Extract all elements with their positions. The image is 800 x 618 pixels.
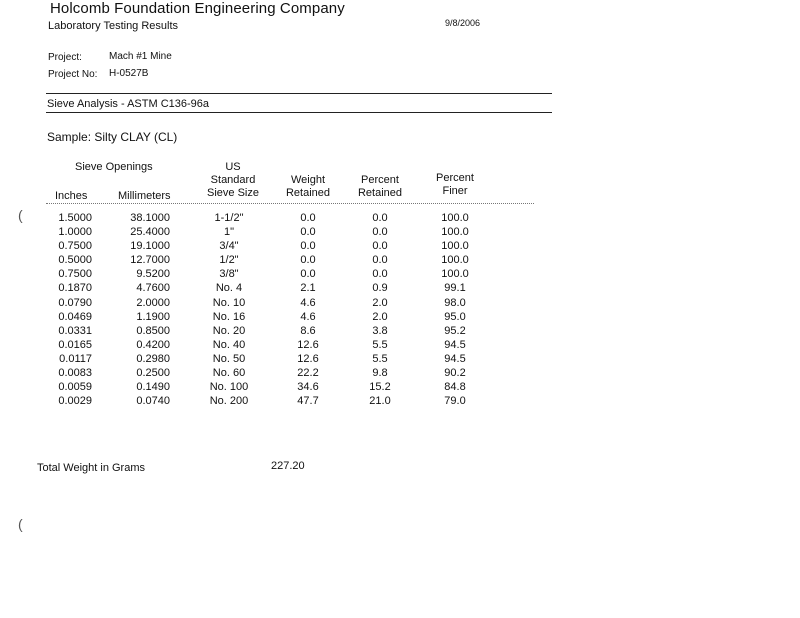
sieve-size-cell: No. 40 <box>212 338 246 351</box>
percent-retained-cell: 0.0 <box>372 212 388 224</box>
percent-retained-header <box>353 174 407 200</box>
inches-cell: 0.0059 <box>58 381 92 394</box>
weight-retained-cell: 0.0 <box>300 212 316 224</box>
percent-retained-cell: 2.0 <box>372 296 388 309</box>
table-row <box>0 282 800 296</box>
table-row <box>0 226 800 240</box>
total-weight-label: Total Weight in Grams <box>37 462 146 474</box>
sieve-size-cell: No. 20 <box>212 324 246 337</box>
us-sieve-header <box>200 161 266 200</box>
project-number-value: H-0527B <box>109 68 149 79</box>
table-row <box>0 395 800 409</box>
millimeters-cell: 0.0740 <box>136 395 170 408</box>
millimeters-cell: 0.4200 <box>136 338 170 351</box>
inches-cell: 0.0790 <box>58 296 92 309</box>
report-date: 9/8/2006 <box>445 18 481 28</box>
percent-finer-cell: 100.0 <box>441 268 469 281</box>
inches-cell: 0.7500 <box>58 240 92 253</box>
millimeters-header: Millimeters <box>118 190 171 202</box>
inches-cell: 0.0083 <box>58 367 92 380</box>
weight-header-line1: Weight <box>290 174 326 186</box>
inches-cell: 0.0331 <box>58 324 92 337</box>
table-row <box>0 240 800 254</box>
percent-retained-cell: 21.0 <box>369 395 391 408</box>
sieve-size-cell: No. 4 <box>215 282 243 295</box>
percent-retained-cell: 5.5 <box>372 352 388 365</box>
inches-cell: 0.5000 <box>58 254 92 267</box>
sieve-size-cell: No. 16 <box>212 310 246 323</box>
percent-finer-cell: 100.0 <box>441 226 469 239</box>
percent-finer-cell: 90.2 <box>444 367 466 380</box>
table-row <box>0 311 800 325</box>
percent-finer-cell: 94.5 <box>444 352 466 365</box>
millimeters-cell: 0.2500 <box>136 367 170 380</box>
millimeters-cell: 4.7600 <box>136 282 170 295</box>
percent-retained-cell: 0.0 <box>372 240 388 253</box>
percent-retained-cell: 0.0 <box>372 226 388 239</box>
inches-cell: 0.0165 <box>58 338 92 351</box>
company-name: Holcomb Foundation Engineering Company <box>50 0 345 17</box>
sieve-size-cell: No. 60 <box>212 367 246 380</box>
sieve-size-cell: 1/2" <box>219 254 239 267</box>
percent-retained-cell: 2.0 <box>372 310 388 323</box>
inches-cell: 0.1870 <box>58 282 92 295</box>
millimeters-cell: 38.1000 <box>130 212 170 224</box>
inches-cell: 0.7500 <box>58 268 92 281</box>
percent-finer-cell: 99.1 <box>444 282 466 295</box>
percent-retained-cell: 15.2 <box>369 381 391 394</box>
table-row <box>0 325 800 339</box>
binder-hole-mark-top: ( <box>18 207 23 223</box>
weight-retained-cell: 8.6 <box>300 324 316 337</box>
percent-finer-header-line2: Finer <box>442 185 468 197</box>
percent-finer-cell: 95.2 <box>444 324 466 337</box>
millimeters-cell: 1.1900 <box>136 310 170 323</box>
table-row <box>0 297 800 311</box>
sieve-size-cell: 3/8" <box>219 268 239 281</box>
weight-retained-cell: 34.6 <box>297 381 319 394</box>
inches-header: Inches <box>55 190 88 202</box>
weight-retained-cell: 4.6 <box>300 296 316 309</box>
binder-hole-mark-bottom: ( <box>18 516 23 532</box>
table-row <box>0 367 800 381</box>
percent-retained-header-line2: Retained <box>357 187 403 199</box>
percent-finer-cell: 94.5 <box>444 338 466 351</box>
percent-finer-cell: 98.0 <box>444 296 466 309</box>
percent-finer-header-line1: Percent <box>436 172 474 184</box>
weight-retained-cell: 4.6 <box>300 310 316 323</box>
report-subtitle: Laboratory Testing Results <box>48 20 179 32</box>
percent-finer-cell: 100.0 <box>441 254 469 267</box>
sample-line <box>47 130 177 144</box>
percent-finer-cell: 95.0 <box>444 310 466 323</box>
project-label: Project: <box>48 52 82 63</box>
inches-cell: 0.0469 <box>58 310 92 323</box>
percent-retained-cell: 0.0 <box>372 268 388 281</box>
millimeters-cell: 0.2980 <box>136 352 170 365</box>
project-value: Mach #1 Mine <box>109 51 172 62</box>
section-rule-bottom <box>46 112 552 113</box>
table-row <box>0 381 800 395</box>
table-row <box>0 353 800 367</box>
percent-finer-header <box>428 172 482 198</box>
section-rule-top <box>46 93 552 94</box>
weight-retained-cell: 0.0 <box>300 268 316 281</box>
millimeters-cell: 12.7000 <box>130 254 170 267</box>
sieve-size-cell: 1-1/2" <box>214 212 244 224</box>
inches-cell: 0.0029 <box>58 395 92 408</box>
weight-retained-cell: 22.2 <box>297 367 319 380</box>
millimeters-cell: 9.5200 <box>136 268 170 281</box>
percent-finer-cell: 79.0 <box>444 395 466 408</box>
weight-retained-cell: 12.6 <box>297 352 319 365</box>
sieve-size-cell: No. 10 <box>212 296 246 309</box>
inches-cell: 1.5000 <box>58 212 92 224</box>
sieve-size-cell: No. 100 <box>209 381 249 394</box>
weight-retained-cell: 47.7 <box>297 395 319 408</box>
table-row <box>0 339 800 353</box>
percent-finer-cell: 100.0 <box>441 212 469 224</box>
sieve-size-cell: No. 50 <box>212 352 246 365</box>
weight-retained-cell: 0.0 <box>300 240 316 253</box>
us-sieve-header-line1: US <box>225 161 241 173</box>
total-weight-value: 227.20 <box>271 460 305 472</box>
percent-retained-cell: 0.0 <box>372 254 388 267</box>
project-number-label: Project No: <box>48 69 98 80</box>
percent-retained-header-line1: Percent <box>361 174 399 186</box>
percent-retained-cell: 0.9 <box>372 282 388 295</box>
inches-cell: 0.0117 <box>59 352 92 365</box>
weight-retained-cell: 2.1 <box>300 282 316 295</box>
sieve-size-cell: No. 200 <box>209 395 249 408</box>
millimeters-cell: 0.1490 <box>136 381 170 394</box>
millimeters-cell: 0.8500 <box>136 324 170 337</box>
percent-retained-cell: 5.5 <box>372 338 388 351</box>
sieve-size-cell: 3/4" <box>219 240 239 253</box>
header-divider <box>46 203 534 204</box>
weight-retained-cell: 12.6 <box>297 338 319 351</box>
table-row <box>0 254 800 268</box>
sample-label: Sample: <box>47 130 92 144</box>
percent-retained-cell: 9.8 <box>372 367 388 380</box>
weight-header-line2: Retained <box>285 187 331 199</box>
weight-retained-cell: 0.0 <box>300 226 316 239</box>
sieve-table <box>0 212 800 409</box>
inches-cell: 1.0000 <box>58 226 92 239</box>
percent-retained-cell: 3.8 <box>372 324 388 337</box>
table-row <box>0 268 800 282</box>
us-sieve-header-line3: Sieve Size <box>207 187 259 199</box>
sample-value: Silty CLAY (CL) <box>94 130 178 144</box>
weight-retained-cell: 0.0 <box>300 254 316 267</box>
table-row <box>0 212 800 226</box>
sieve-openings-header: Sieve Openings <box>75 161 153 173</box>
percent-finer-cell: 100.0 <box>441 240 469 253</box>
sieve-size-cell: 1" <box>223 226 235 239</box>
millimeters-cell: 2.0000 <box>136 296 170 309</box>
section-title: Sieve Analysis - ASTM C136-96a <box>47 98 210 110</box>
weight-header <box>281 174 335 200</box>
millimeters-cell: 25.4000 <box>130 226 170 239</box>
millimeters-cell: 19.1000 <box>130 240 170 253</box>
percent-finer-cell: 84.8 <box>444 381 466 394</box>
us-sieve-header-line2: Standard <box>210 174 256 186</box>
